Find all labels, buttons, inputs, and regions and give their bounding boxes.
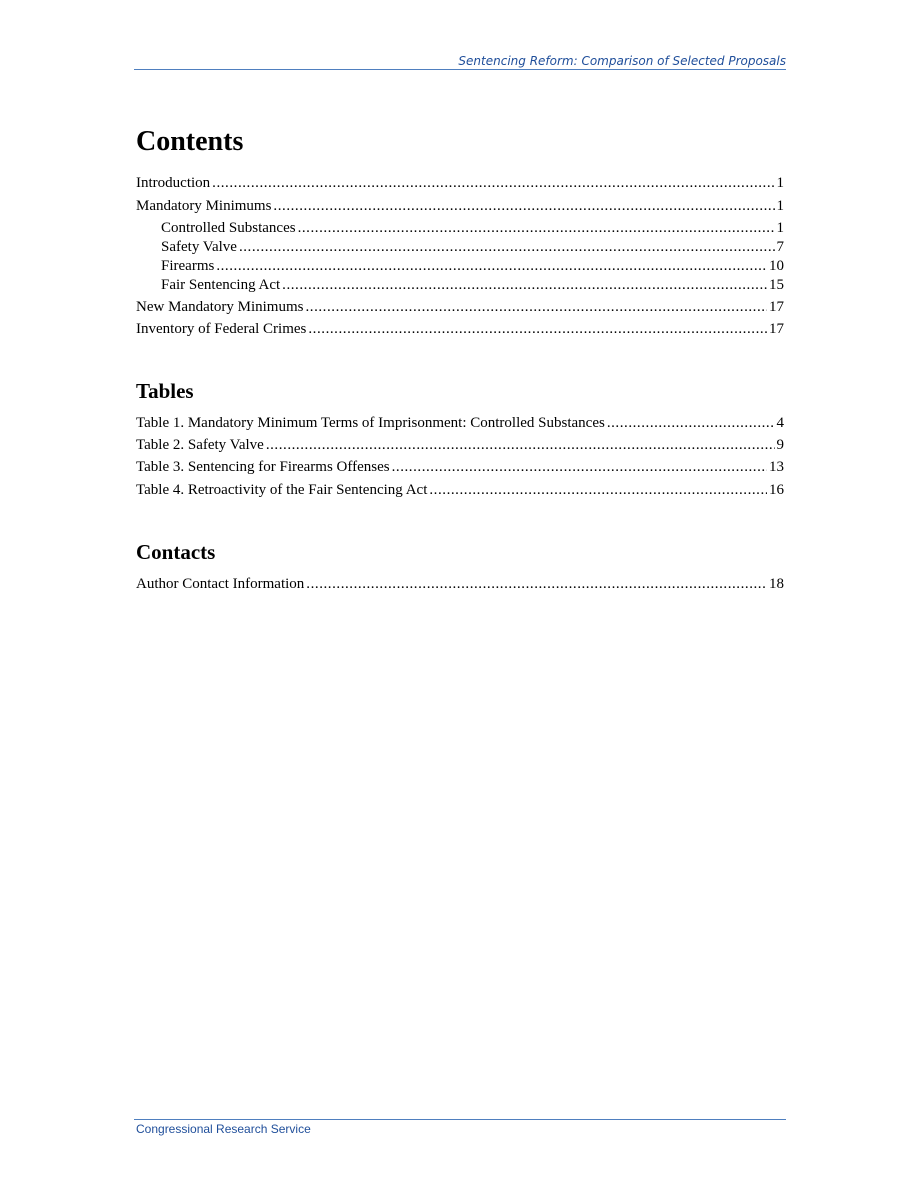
toc-dot-leader xyxy=(239,238,775,257)
toc-entry-inventory-of-federal-crimes[interactable] xyxy=(136,320,784,339)
contacts-title: Contacts xyxy=(136,540,216,564)
toc-dot-leader xyxy=(212,174,774,193)
toc-page-number: 10 xyxy=(769,258,784,274)
toc-dot-leader xyxy=(216,257,767,276)
toc-entry-table-4[interactable] xyxy=(136,481,784,500)
toc-entry-text: Table 4. Retroactivity of the Fair Sentencing Act xyxy=(136,482,428,498)
toc-entry-table-3[interactable] xyxy=(136,458,784,477)
toc-entry-text: Introduction xyxy=(136,175,211,191)
toc-page-number: 15 xyxy=(769,277,784,293)
running-header-title: Sentencing Reform: Comparison of Selected Proposals xyxy=(458,54,786,68)
toc-entry-text: Author Contact Information xyxy=(136,576,305,592)
toc-entry-author-contact-information[interactable] xyxy=(136,575,784,594)
toc-entry-text: Fair Sentencing Act xyxy=(161,277,281,293)
toc-dot-leader xyxy=(273,197,774,216)
footer-rule xyxy=(134,1119,786,1120)
toc-page-number: 17 xyxy=(769,299,784,315)
toc-entry-text: Controlled Substances xyxy=(161,220,296,236)
toc-dot-leader xyxy=(298,219,775,238)
footer-organization: Congressional Research Service xyxy=(136,1122,311,1136)
tables-title: Tables xyxy=(136,379,194,403)
toc-page-number: 18 xyxy=(769,576,784,592)
toc-dot-leader xyxy=(266,436,775,455)
toc-page-number: 1 xyxy=(776,175,784,191)
toc-entry-safety-valve[interactable] xyxy=(161,238,784,257)
toc-entry-text: New Mandatory Minimums xyxy=(136,299,304,315)
toc-page-number: 16 xyxy=(769,482,784,498)
toc-entry-text: Mandatory Minimums xyxy=(136,198,272,214)
toc-page-number: 4 xyxy=(776,415,784,431)
toc-entry-introduction[interactable] xyxy=(136,174,784,193)
toc-entry-fair-sentencing-act[interactable] xyxy=(161,276,784,295)
toc-entry-table-2[interactable] xyxy=(136,436,784,455)
toc-entry-table-1[interactable] xyxy=(136,414,784,433)
toc-page-number: 1 xyxy=(776,198,784,214)
toc-page-number: 7 xyxy=(776,239,784,255)
toc-dot-leader xyxy=(305,298,767,317)
header-rule xyxy=(134,69,786,70)
contents-title: Contents xyxy=(136,126,244,157)
toc-dot-leader xyxy=(392,458,767,477)
toc-entry-text: Table 1. Mandatory Minimum Terms of Imprisonment: Controlled Substances xyxy=(136,415,605,431)
toc-entry-text: Table 3. Sentencing for Firearms Offenses xyxy=(136,459,390,475)
toc-entry-mandatory-minimums[interactable] xyxy=(136,197,784,216)
toc-entry-new-mandatory-minimums[interactable] xyxy=(136,298,784,317)
toc-entry-text: Safety Valve xyxy=(161,239,237,255)
toc-page-number: 17 xyxy=(769,321,784,337)
toc-entry-text: Table 2. Safety Valve xyxy=(136,437,264,453)
toc-entry-firearms[interactable] xyxy=(161,257,784,276)
toc-entry-text: Inventory of Federal Crimes xyxy=(136,321,307,337)
toc-dot-leader xyxy=(429,481,767,500)
toc-entry-text: Firearms xyxy=(161,258,215,274)
toc-dot-leader xyxy=(282,276,767,295)
toc-dot-leader xyxy=(607,414,775,433)
toc-entry-controlled-substances[interactable] xyxy=(161,219,784,238)
toc-dot-leader xyxy=(308,320,767,339)
toc-page-number: 9 xyxy=(776,437,784,453)
toc-dot-leader xyxy=(306,575,767,594)
toc-page-number: 13 xyxy=(769,459,784,475)
toc-page-number: 1 xyxy=(776,220,784,236)
